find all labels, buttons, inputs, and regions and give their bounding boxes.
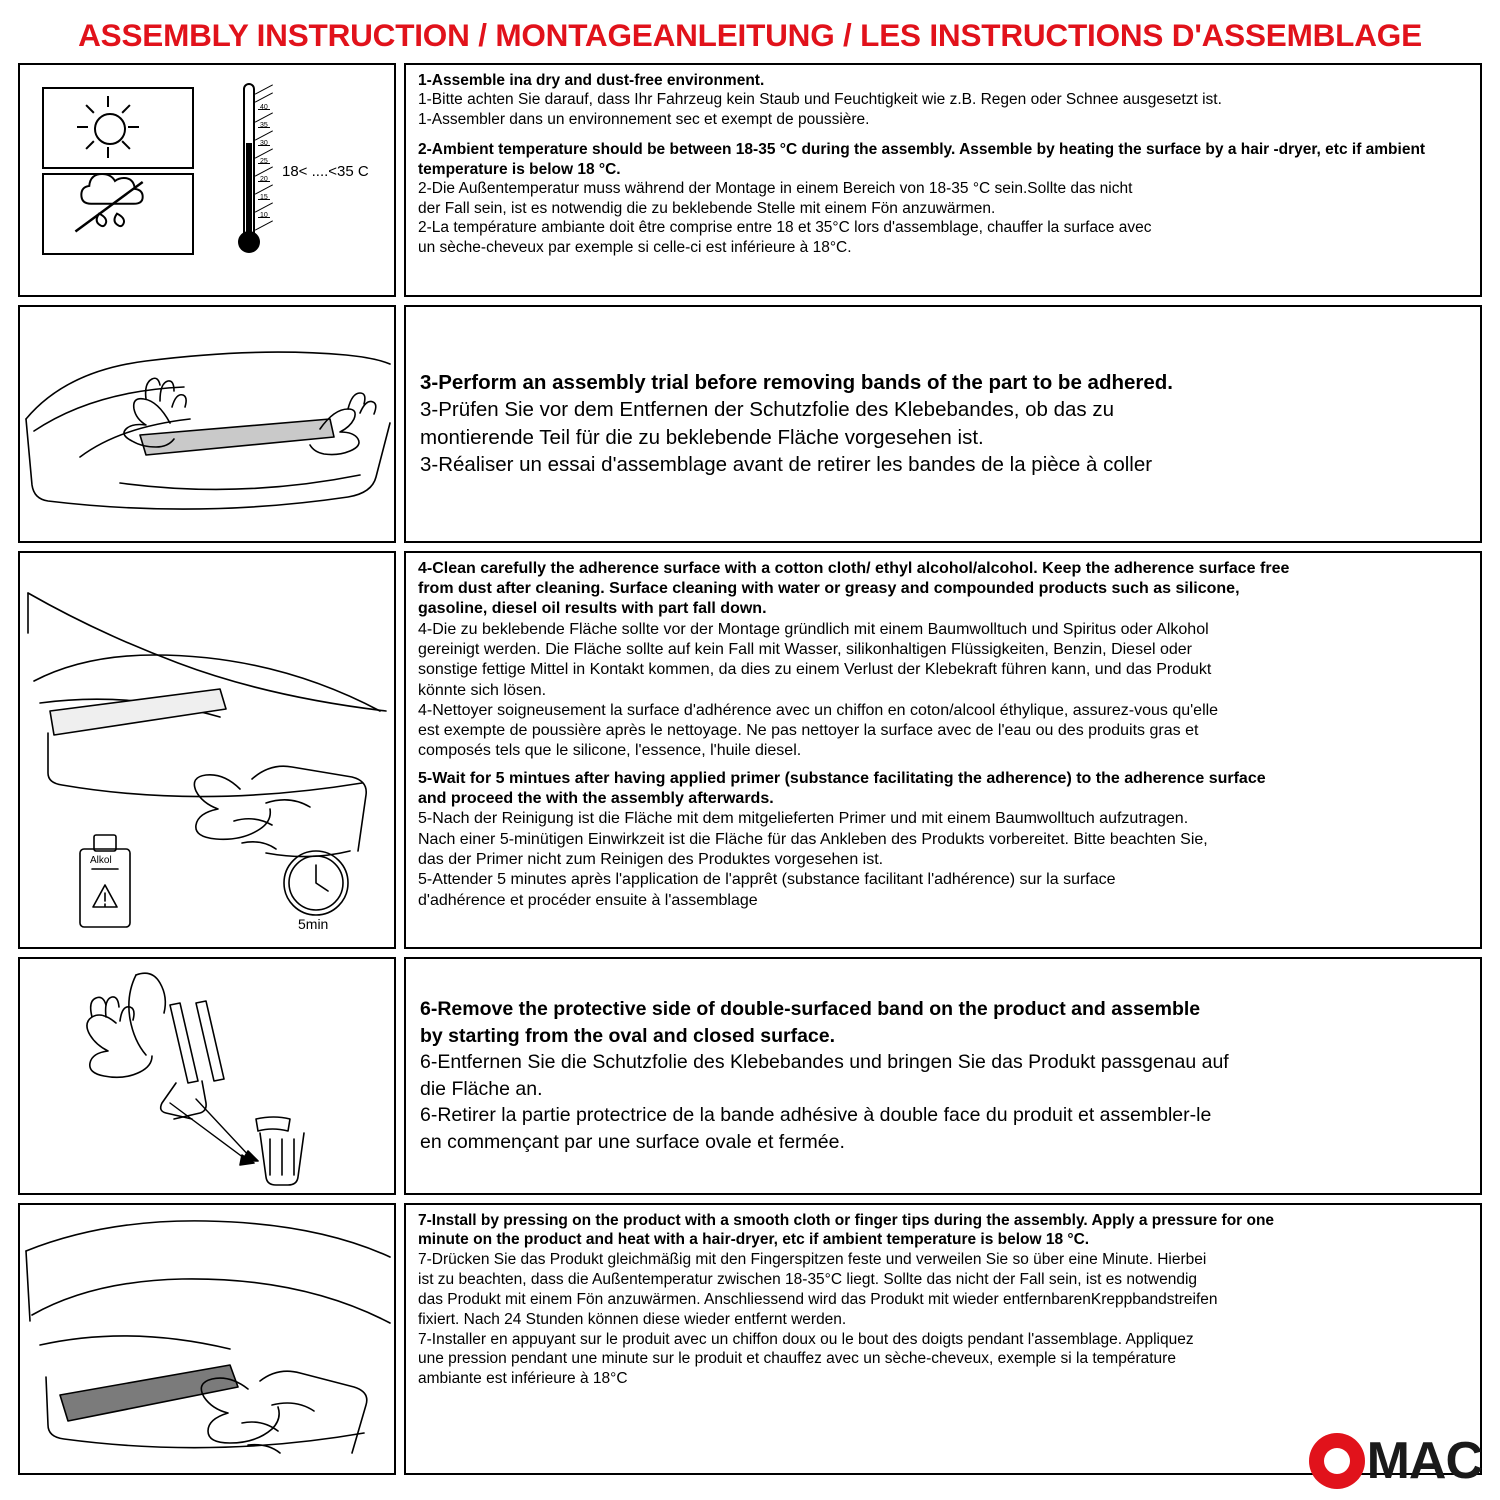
step-3-en: 3-Perform an assembly trial before removing bands of the part to be adhered. [420, 370, 1173, 394]
step-7-de-3: das Produkt mit einem Fön anzuwärmen. Anschliessend wird das Produkt mit wieder entfernbarenKreppbandstreifen [418, 1290, 1218, 1308]
step-4-de-2: gereinigt werden. Die Fläche sollte auf kein Fall mit Wasser, silikonhaltigen Flüssigkeiten, Benzin, Diesel oder [418, 640, 1192, 658]
step-5-de-1: 5-Nach der Reinigung ist die Fläche mit dem mitgelieferten Primer und mit einem Baumwolltuch aufzutragen. [418, 810, 1189, 828]
step-5-fr-1: 5-Attender 5 minutes après l'application de l'apprêt (substance facilitant l'adhérence) sur la surface [418, 871, 1116, 889]
step-5-en-1: 5-Wait for 5 mintues after having applied primer (substance facilitating the adherence) to the adherence surface [418, 769, 1266, 787]
step-row-4-5 [18, 551, 1482, 949]
no-rain-icon [20, 65, 394, 295]
step-1-2-text [404, 63, 1482, 297]
logo-wordmark: MAC [1366, 1432, 1482, 1490]
step-row-3 [18, 305, 1482, 543]
step-4-en-3: gasoline, diesel oil results with part fall down. [418, 600, 767, 618]
cleaning-illustration [20, 553, 394, 947]
step-2-de-2: der Fall sein, ist es notwendig die zu beklebende Stelle mit einem Fön anzuwärmen. [418, 199, 996, 217]
door-sill-trial-illustration [20, 307, 394, 541]
figure-dry-environment [18, 63, 396, 297]
step-1-de: 1-Bitte achten Sie darauf, dass Ihr Fahrzeug kein Staub und Feuchtigkeit wie z.B. Regen oder Schnee ausgesetzt ist. [418, 91, 1222, 109]
step-4-5-text [404, 551, 1482, 949]
thermometer-icon: 40 35 30 25 20 15 10 [238, 83, 260, 271]
step-7-fr-1: 7-Installer en appuyant sur le produit avec un chiffon doux ou le bout des doigts pendant l'assemblage. Appliquez [418, 1330, 1194, 1348]
step-5-de-2: Nach einer 5-minütigen Einwirkzeit ist die Fläche für das Ankleben des Produkts vorbereitet. Bitte beachten Sie, [418, 830, 1208, 848]
figure-assembly-trial [18, 305, 396, 543]
temperature-range-label: 18< ....<35 C [282, 162, 369, 180]
step-6-de-2: die Fläche an. [420, 1077, 543, 1100]
page-title: ASSEMBLY INSTRUCTION / MONTAGEANLEITUNG / LES INSTRUCTIONS D'ASSEMBLAGE [78, 17, 1422, 53]
step-3-fr: 3-Réaliser un essai d'assemblage avant de retirer les bandes de la pièce à coller [420, 453, 1153, 477]
step-7-fr-2: une pression pendant une minute sur le produit et chauffez avec un sèche-cheveux, exemple si la température [418, 1350, 1176, 1368]
omac-logo [1309, 1430, 1482, 1492]
step-4-de-4: könnte sich lösen. [418, 681, 547, 699]
figure-press-product [18, 1203, 396, 1475]
step-6-fr-2: en commençant par une surface ovale et fermée. [420, 1130, 845, 1153]
step-7-de-1: 7-Drücken Sie das Produkt gleichmäßig mit den Fingerspitzen feste und verweilen Sie so über eine Minute. Hierbei [418, 1251, 1207, 1269]
step-6-fr-1: 6-Retirer la partie protectrice de la bande adhésive à double face du produit et assembler-le [420, 1104, 1212, 1127]
step-4-en-2: from dust after cleaning. Surface cleaning with water or greasy and compounded products such as silicone, [418, 579, 1240, 597]
svg-text:5min: 5min [298, 915, 329, 932]
step-2-en: 2-Ambient temperature should be between 18-35 °C during the assembly. Assemble by heating the surface by a hair -dryer, etc if ambient temperature is below 18 °C. [418, 141, 1426, 178]
step-7-en-1: 7-Install by pressing on the product with a smooth cloth or finger tips during the assembly. Apply a pressure for one [418, 1211, 1275, 1229]
step-7-en-2: minute on the product and heat with a hair-dryer, etc if ambient temperature is below 18 °C. [418, 1231, 1090, 1249]
step-3-de-1: 3-Prüfen Sie vor dem Entfernen der Schutzfolie des Klebebandes, ob das zu [420, 398, 1115, 422]
step-3-de-2: montierende Teil für die zu beklebende Fläche vorgesehen ist. [420, 425, 984, 449]
step-2-fr-1: 2-La température ambiante doit être comprise entre 18 et 35°C lors d'assemblage, chauffer la surface avec [418, 219, 1152, 237]
step-6-en-1: 6-Remove the protective side of double-surfaced band on the product and assemble [420, 998, 1201, 1021]
step-6-en-2: by starting from the oval and closed surface. [420, 1024, 836, 1047]
step-5-en-2: and proceed the with the assembly afterwards. [418, 790, 774, 808]
steps-grid [18, 63, 1482, 1475]
step-6-de-1: 6-Entfernen Sie die Schutzfolie des Klebebandes und bringen Sie das Produkt passgenau auf [420, 1051, 1229, 1074]
step-4-fr-2: est exempte de poussière après le nettoyage. Ne pas nettoyer la surface avec de l'eau ou des produits gras et [418, 722, 1199, 740]
step-4-de-3: sonstige fettige Mittel in Kontakt kommen, da dies zu einem Verlust der Klebekraft führen kann, und das Produkt [418, 661, 1212, 679]
pressing-illustration [20, 1205, 394, 1473]
step-4-fr-3: composés tels que le silicone, l'essence, l'huile diesel. [418, 742, 802, 760]
peel-film-illustration [20, 959, 394, 1193]
step-2-de-1: 2-Die Außentemperatur muss während der Montage in einem Bereich von 18-35 °C sein.Sollte das nicht [418, 180, 1133, 198]
step-5-fr-2: d'adhérence et procéder ensuite à l'assemblage [418, 891, 758, 909]
step-4-de-1: 4-Die zu beklebende Fläche sollte vor der Montage gründlich mit einem Baumwolltuch und Spiritus oder Alkohol [418, 620, 1209, 638]
step-7-de-4: fixiert. Nach 24 Stunden können diese wieder entfernt werden. [418, 1310, 847, 1328]
step-row-1 [18, 63, 1482, 297]
step-5-de-3: das der Primer nicht zum Reinigen des Produktes vorgesehen ist. [418, 851, 884, 869]
step-row-6 [18, 957, 1482, 1195]
figure-clean-surface [18, 551, 396, 949]
step-1-en: 1-Assemble ina dry and dust-free environment. [418, 71, 765, 89]
step-6-text [404, 957, 1482, 1195]
step-4-fr-1: 4-Nettoyer soigneusement la surface d'adhérence avec un chiffon en coton/alcool éthylique, assurez-vous qu'elle [418, 701, 1219, 719]
step-row-7 [18, 1203, 1482, 1475]
step-3-text [404, 305, 1482, 543]
figure-remove-protective-film [18, 957, 396, 1195]
step-1-fr: 1-Assembler dans un environnement sec et exempt de poussière. [418, 110, 870, 128]
step-4-en-1: 4-Clean carefully the adherence surface with a cotton cloth/ ethyl alcohol/alcohol. Keep the adherence surface free [418, 559, 1290, 577]
svg-text:Alkol: Alkol [90, 854, 112, 866]
step-7-fr-3: ambiante est inférieure à 18°C [418, 1370, 628, 1388]
step-2-fr-2: un sèche-cheveux par exemple si celle-ci est inférieure à 18°C. [418, 238, 852, 256]
step-7-de-2: ist zu beachten, dass die Außentemperatur zwischen 18-35°C liegt. Sollte das nicht der Fall sein, ist es notwendig [418, 1271, 1198, 1289]
logo-o-icon [1309, 1433, 1365, 1489]
